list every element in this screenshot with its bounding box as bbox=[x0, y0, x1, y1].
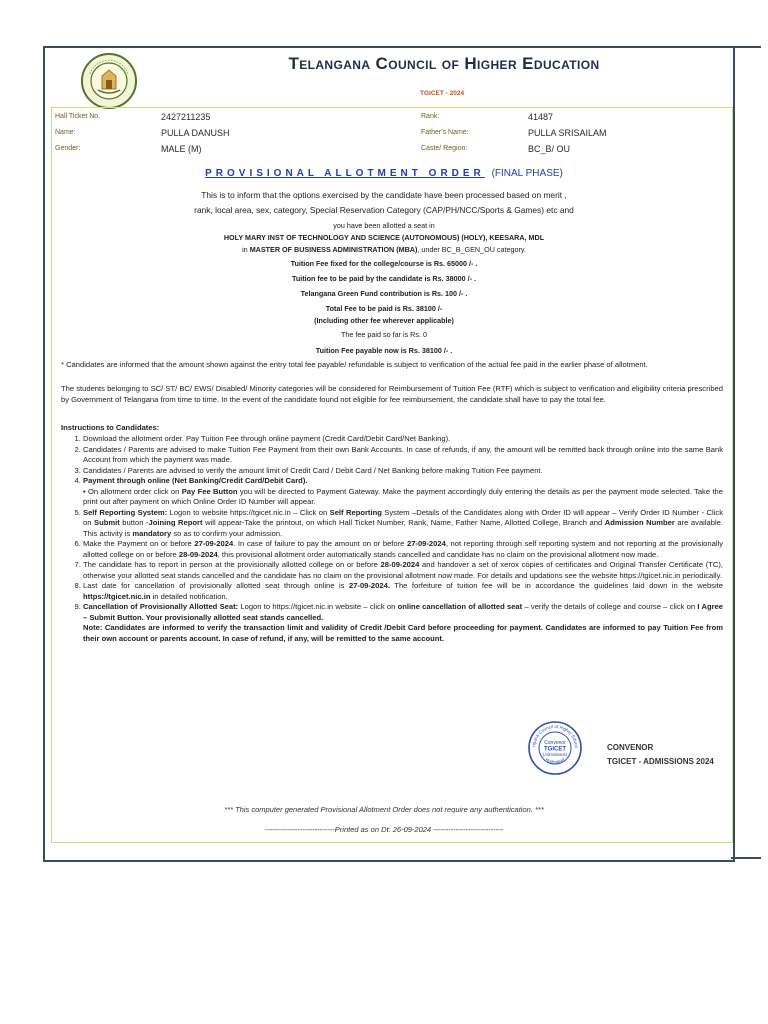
instruction-bold: Payment through online (Net Banking/Credit Card/Debit Card). bbox=[83, 476, 308, 485]
payment-note: Note: Candidates are informed to verify the transaction limit and validity of Credit /Debit Card before proceeding for payment. Candidates are informed to pay Tuition Fee from their own account or parents account. In case of refund, if any, will be remitted to the same account. bbox=[83, 623, 723, 643]
instruction-item bbox=[83, 445, 723, 466]
note-rtf: The students belonging to SC/ ST/ BC/ EWS/ Disabled/ Minority categories will be considered for Reimbursement of Tuition Fee (RTF) which is subject to verification and eligibility criteria prescribed by Government of Telangana from time to time. In the event of the candidate found not eligible for fee reimbursement, the candidate shall have to pay the total fee. bbox=[61, 384, 723, 404]
name-value: PULLA DANUSH bbox=[161, 128, 230, 138]
instruction-item bbox=[83, 466, 723, 477]
gender-label: Gender: bbox=[55, 145, 81, 152]
instruction-item bbox=[83, 508, 723, 540]
instruction-bold: Submit bbox=[94, 518, 120, 527]
instruction-bold: 27-09-2024 bbox=[194, 539, 234, 548]
order-phase: (FINAL PHASE) bbox=[491, 168, 563, 179]
instruction-text: so as to confirm your admission. bbox=[171, 528, 283, 538]
instruction-text: are available. This activity is bbox=[83, 518, 724, 538]
caste-label: Caste/ Region: bbox=[421, 145, 468, 152]
instruction-item bbox=[83, 434, 723, 445]
instruction-bold: 27-09-2024 bbox=[406, 539, 446, 548]
instruction-item bbox=[83, 602, 723, 644]
instruction-text: The forfeiture of tuition fee will be in accordance the guidelines laid down in the website bbox=[389, 581, 723, 590]
instruction-text: Last date for cancellation of provisionally allotted seat through online is bbox=[83, 581, 349, 590]
hall-ticket-value: 2427211235 bbox=[161, 112, 211, 122]
order-title bbox=[0, 168, 768, 179]
instruction-bold: Self Reporting System: bbox=[83, 507, 168, 517]
name-label: Name: bbox=[55, 129, 76, 136]
convenor-office: TGICET - ADMISSIONS 2024 bbox=[607, 757, 714, 766]
rank-label: Rank: bbox=[421, 113, 440, 120]
instruction-text: in detailed notification. bbox=[150, 591, 228, 601]
gender-value: MALE (M) bbox=[161, 144, 202, 154]
instruction-text: Make the Payment on or before bbox=[83, 539, 195, 548]
instruction-text: will appear-Take the printout, on which Hall Ticket Number, Rank, Name, Father Name, Allotted College, Branch and bbox=[202, 518, 605, 527]
seal-bottom-text: Hyderabad bbox=[544, 756, 566, 765]
caste-value: BC_B/ OU bbox=[528, 144, 571, 154]
printed-date: ----------------------------Printed as on Dt: 26-09-2024 ---------------------------- bbox=[264, 825, 504, 834]
fee-paid-so-far: The fee paid so far is Rs. 0 bbox=[341, 330, 427, 339]
frame-tick-top bbox=[731, 46, 761, 48]
instruction-item bbox=[83, 560, 723, 581]
course-prefix: in bbox=[242, 245, 248, 254]
course-name: MASTER OF BUSINESS ADMINISTRATION (MBA) bbox=[249, 245, 418, 254]
course-line bbox=[0, 245, 768, 254]
instruction-bold: 27-09-2024. bbox=[348, 581, 390, 590]
instruction-text: Candidates / Parents are advised to verify the amount limit of Credit Card / Debit Card / Net Banking before making Tuition Fee payment. bbox=[83, 465, 543, 475]
fee-candidate: Tuition fee to be paid by the candidate is Rs. 38000 /- . bbox=[292, 274, 476, 283]
father-value: PULLA SRISAILAM bbox=[528, 128, 607, 138]
instruction-bold: 28-09-2024 bbox=[178, 549, 218, 559]
exam-subtitle: TGICET - 2024 bbox=[420, 90, 465, 97]
instruction-text: The candidate has to report in person at the provisionally allotted college on or before bbox=[83, 560, 381, 569]
instruction-text: , this provisional allotment order automatically stands cancelled and candidate has no claim on the provisional allotment now made. bbox=[217, 549, 659, 559]
convenor-title: CONVENOR bbox=[607, 743, 654, 752]
pay-fee-button-ref: Pay Fee Button bbox=[181, 486, 238, 496]
total-fee-note: (Including other fee wherever applicable) bbox=[314, 316, 454, 325]
page-title: Telangana Council of Higher Education bbox=[288, 54, 600, 73]
instruction-bold: 28-09-2024 bbox=[380, 560, 420, 569]
order-title-text: PROVISIONAL ALLOTMENT ORDER bbox=[205, 168, 485, 179]
intro-line-1: This is to inform that the options exercised by the candidate have been processed based on merit , bbox=[201, 190, 567, 200]
instruction-text: . In case of failure to pay the amount on or before bbox=[233, 539, 407, 548]
instruction-text: , not reporting through self reporting system and not reporting at the provisionally allotted college on or before bbox=[83, 539, 724, 559]
instruction-text: System –Details of the Candidates along with Order ID will appear – Verify Order ID Number - Click on bbox=[83, 507, 723, 527]
note-verification: * Candidates are informed that the amount shown against the entry total fee payable/ refundable is subject to verification of the actual fee paid in the earlier phase of allotment. bbox=[61, 360, 648, 369]
instruction-text: Logon to website https://tgicet.nic.in – Click on bbox=[167, 507, 330, 517]
instruction-item bbox=[83, 476, 723, 508]
instruction-bold: online cancellation of allotted seat bbox=[397, 602, 523, 611]
total-fee: Total Fee to be paid is Rs. 38100 /- bbox=[325, 304, 443, 313]
instruction-text: and handover a set of xerox copies of certificates and Original Transfer Certificate (TC), otherwise your allotted seat stands cancelled and the candidate has no claim on the provisional allotment now made. For details and updations see the website https://tgicet.nic.in periodically. bbox=[83, 560, 723, 580]
instruction-text: • On allotment order click on bbox=[83, 486, 182, 496]
green-fund: Telangana Green Fund contribution is Rs. 100 /- . bbox=[300, 289, 468, 298]
website-link: https://tgicet.nic.in bbox=[83, 591, 151, 601]
seal-mid-3: (Admissions) bbox=[542, 752, 568, 757]
instruction-text: Candidates / Parents are advised to make Tuition Fee Payment from their own Bank Accounts. In case of refunds, if any, the amount will be remitted back through online into the same Bank Account from which the payment was made. bbox=[83, 444, 723, 464]
fee-fixed: Tuition Fee fixed for the college/course is Rs. 65000 /- . bbox=[290, 259, 478, 268]
instructions-list bbox=[61, 434, 723, 644]
hall-ticket-label: Hall Ticket No. bbox=[55, 113, 101, 120]
seal-top-text: ngana Council of Higher Educa bbox=[531, 723, 580, 748]
disclaimer: *** This computer generated Provisional Allotment Order does not require any authentication. *** bbox=[224, 805, 544, 814]
instruction-text: Logon to https://tgicet.nic.in website – click on bbox=[238, 602, 398, 611]
instruction-text: you will be directed to Payment Gateway. Make the payment accordingly duly entering the details as per the payment mode selected. Take the print out after payment on which Online Order ID Number will appear. bbox=[83, 486, 724, 506]
seal-mid-2: TGICET bbox=[544, 746, 566, 753]
fee-payable-now: Tuition Fee payable now is Rs. 38100 /- . bbox=[315, 346, 453, 355]
instruction-bold: Cancellation of Provisionally Allotted Seat: bbox=[83, 602, 239, 611]
instruction-text: button - bbox=[119, 518, 149, 527]
instruction-text: Download the allotment order. Pay Tuition Fee through online payment (Credit Card/Debit Card/Net Banking). bbox=[83, 434, 451, 443]
intro-line-3: you have been allotted a seat in bbox=[333, 221, 435, 230]
category-text: , under BC_B_GEN_OU category. bbox=[417, 245, 526, 254]
instruction-bold: Self Reporting bbox=[329, 507, 382, 517]
father-label: Father's Name: bbox=[421, 129, 469, 136]
rank-value: 41487 bbox=[528, 112, 554, 122]
intro-line-2: rank, local area, sex, category, Special Reservation Category (CAP/PH/NCC/Sports & Games) etc and bbox=[194, 205, 574, 215]
instruction-bold: mandatory bbox=[132, 528, 172, 538]
instruction-text: – verify the details of college and course – click on bbox=[522, 602, 698, 611]
convenor-seal bbox=[527, 720, 583, 776]
college-name: HOLY MARY INST OF TECHNOLOGY AND SCIENCE (AUTONOMOUS) (HOLY), KEESARA, MDL bbox=[223, 233, 545, 242]
instruction-bold: Admission Number bbox=[604, 518, 675, 527]
seal-mid-1: Convenor bbox=[544, 740, 566, 746]
instructions-heading: Instructions to Candidates: bbox=[61, 423, 160, 432]
frame-tick-bottom bbox=[731, 857, 761, 859]
instruction-bold: Joining Report bbox=[148, 518, 203, 527]
svg-text:Hyderabad bbox=[545, 756, 566, 764]
instruction-item bbox=[83, 581, 723, 602]
instruction-bold: I Agree – Submit Button. Your provisionally allotted seat stands cancelled. bbox=[83, 602, 723, 622]
instruction-item bbox=[83, 539, 723, 560]
